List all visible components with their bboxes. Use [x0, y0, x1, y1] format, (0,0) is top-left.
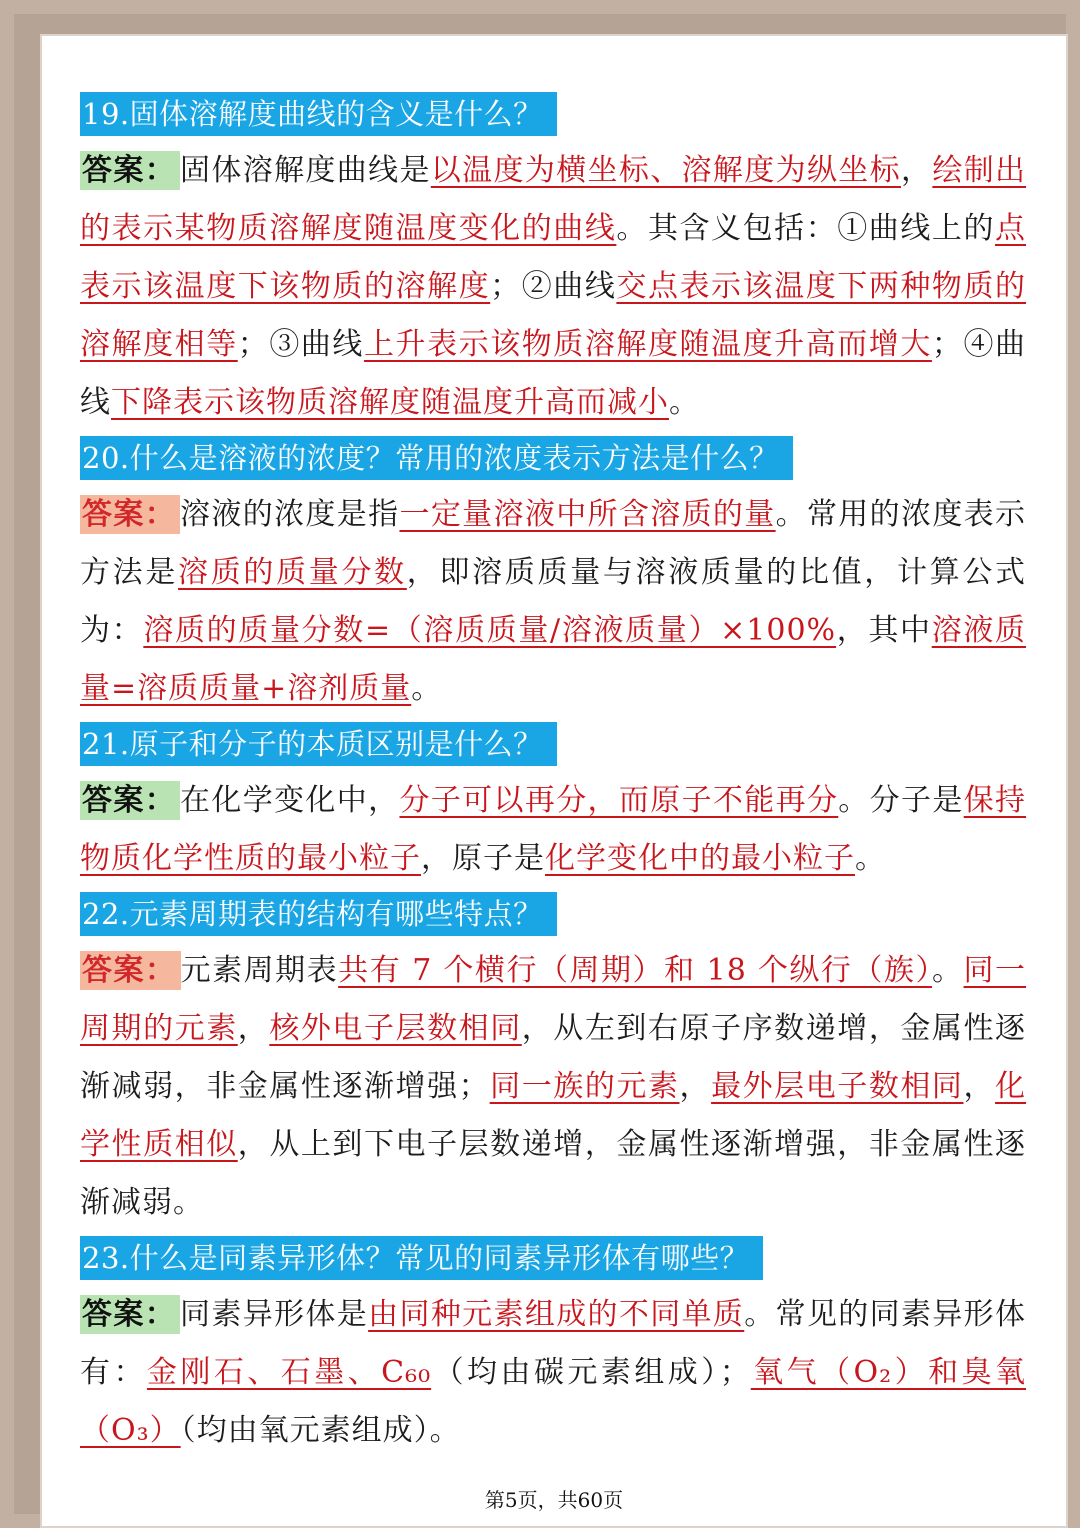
highlighted-text: 化学性质相似	[80, 1069, 1027, 1162]
highlighted-text: 绘制出的表示某物质溶解度随温度变化的曲线	[80, 153, 1027, 246]
answer-label: 答案：	[80, 495, 180, 534]
highlighted-text: 氧气（O₂）和臭氧（O₃）	[80, 1355, 1027, 1448]
highlighted-text: 溶液质量=溶质质量+溶剂质量	[80, 613, 1027, 706]
answer-text: ，从左到右原子序数递增，金属性逐渐减弱，非金属性逐渐增强；	[80, 1011, 1027, 1104]
answer-label: 答案：	[80, 151, 180, 190]
answer-text: 。分子是	[838, 783, 964, 818]
question-heading: 21.原子和分子的本质区别是什么？	[80, 722, 557, 766]
highlighted-text: 一定量溶液中所含溶质的量	[399, 497, 776, 532]
highlighted-text: 同一周期的元素	[80, 953, 1027, 1046]
question-heading: 23.什么是同素异形体？常见的同素异形体有哪些？	[80, 1236, 763, 1280]
answer-text: ，	[679, 1069, 712, 1104]
answer-text: 固体溶解度曲线是	[180, 153, 431, 188]
highlighted-text: 交点表示该温度下两种物质的溶解度相等	[80, 269, 1027, 362]
answer-paragraph	[80, 1286, 1026, 1460]
answer-text: ；④曲线	[80, 327, 1027, 420]
answer-text: 。常用的浓度表示方法是	[80, 497, 1027, 590]
answer-label: 答案：	[80, 781, 180, 820]
highlighted-text: 金刚石、石墨、C₆₀	[146, 1355, 432, 1390]
answer-text: （均由氧元素组成）。	[180, 1413, 461, 1448]
answer-text: 。常见的同素异形体有：	[80, 1297, 1027, 1390]
qa-item-21	[80, 722, 1026, 888]
answer-text: 。	[411, 671, 443, 706]
answer-text: ，	[963, 1069, 996, 1104]
answer-label: 答案：	[80, 1295, 180, 1334]
qa-item-22	[80, 892, 1026, 1232]
answer-text: ，即溶质质量与溶液质量的比值，计算公式为：	[80, 555, 1027, 648]
answer-text: 溶液的浓度是指	[180, 497, 400, 532]
highlighted-text: 下降表示该物质溶解度随温度升高而减小	[111, 385, 669, 420]
highlighted-text: 溶质的质量分数	[178, 555, 407, 590]
question-heading: 19.固体溶解度曲线的含义是什么？	[80, 92, 557, 136]
highlighted-text: 最外层电子数相同	[711, 1069, 964, 1104]
highlighted-text: 点表示该温度下该物质的溶解度	[80, 211, 1027, 304]
highlighted-text: 由同种元素组成的不同单质	[368, 1297, 745, 1332]
answer-text: 。	[669, 385, 700, 420]
answer-text: 同素异形体是	[180, 1297, 369, 1332]
answer-text: 。	[931, 953, 964, 988]
answer-text: 元素周期表	[180, 953, 339, 988]
answer-text: ；②曲线	[490, 269, 617, 304]
question-heading: 20.什么是溶液的浓度？常用的浓度表示方法是什么？	[80, 436, 793, 480]
answer-text: （均由碳元素组成）；	[431, 1355, 751, 1390]
highlighted-text: 以温度为横坐标、溶解度为纵坐标	[430, 153, 901, 188]
answer-label: 答案：	[80, 951, 181, 990]
answer-text: 。	[855, 841, 886, 876]
highlighted-text: 核外电子层数相同	[269, 1011, 522, 1046]
answer-paragraph	[80, 142, 1026, 432]
highlighted-text: 保持物质化学性质的最小粒子	[80, 783, 1027, 876]
page-number-footer: 第5页，共60页	[484, 1488, 624, 1512]
qa-item-20	[80, 436, 1026, 718]
document-page	[42, 36, 1066, 1526]
qa-list	[80, 92, 1026, 1464]
highlighted-text: 共有 7 个横行（周期）和 18 个纵行（族）	[338, 953, 932, 988]
highlighted-text: 同一族的元素	[489, 1069, 680, 1104]
answer-paragraph	[80, 942, 1026, 1232]
qa-item-19	[80, 92, 1026, 432]
answer-text: ；③曲线	[237, 327, 364, 362]
highlighted-text: 分子可以再分，而原子不能再分	[399, 783, 839, 818]
qa-item-23	[80, 1236, 1026, 1460]
answer-text: ，其中	[836, 613, 932, 648]
question-heading: 22.元素周期表的结构有哪些特点？	[80, 892, 557, 936]
answer-text: ，	[900, 153, 933, 188]
highlighted-text: 上升表示该物质溶解度随温度升高而增大	[363, 327, 932, 362]
answer-paragraph	[80, 486, 1026, 718]
answer-text: 在化学变化中，	[180, 783, 400, 818]
answer-text: ，	[237, 1011, 270, 1046]
answer-text: ，原子是	[421, 841, 545, 876]
answer-paragraph	[80, 772, 1026, 888]
answer-text: 。其含义包括：①曲线上的	[616, 211, 996, 246]
answer-text: ，从上到下电子层数递增，金属性逐渐增强，非金属性逐渐减弱。	[80, 1127, 1027, 1220]
highlighted-text: 溶质的质量分数=（溶质质量/溶液质量）×100%	[143, 613, 837, 648]
highlighted-text: 化学变化中的最小粒子	[545, 841, 855, 876]
